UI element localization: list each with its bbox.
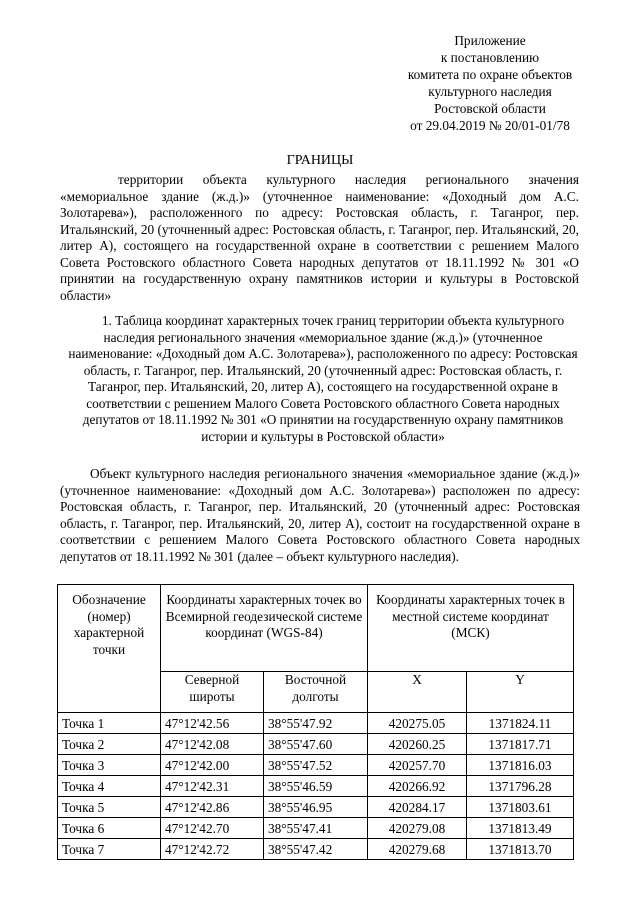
table-row bbox=[58, 755, 574, 776]
east-cell: 38°55'47.41 bbox=[264, 818, 368, 839]
x-cell: 420279.68 bbox=[368, 839, 467, 860]
appendix-line: комитета по охране объектов bbox=[407, 67, 573, 82]
point-cell: Точка 1 bbox=[58, 713, 161, 734]
north-cell: 47°12'42.72 bbox=[161, 839, 264, 860]
header-point: Обозначение (номер) характерной точки bbox=[58, 585, 161, 713]
point-cell: Точка 7 bbox=[58, 839, 161, 860]
y-cell: 1371813.70 bbox=[467, 839, 574, 860]
x-cell: 420284.17 bbox=[368, 797, 467, 818]
table-title: 1. Таблица координат характерных точек границ территории объекта культурного наследия регионального значения «мемориальное здание (ж.д.)» (уточненное наименование: «Доходный дом А.С. Золотарева»), расположенного по адресу: Ростовская область, г. Таганрог, пер. Итальянский, 20 (уточненный адрес: Ростовская область, г. Таганрог, пер. Итальянский, 20, литер А), состоящего на государственной охране в соответствии с решением Малого Совета Ростовского областного Совета народных депутатов от 18.11.1992 № 301 «О принятии на государственную охрану памятников истории и культуры в Ростовской области» bbox=[68, 313, 578, 444]
header-wgs: Координаты характерных точек во Всемирной геодезической системе координат (WGS-84) bbox=[161, 585, 368, 672]
east-cell: 38°55'46.95 bbox=[264, 797, 368, 818]
x-cell: 420266.92 bbox=[368, 776, 467, 797]
table-row bbox=[58, 797, 574, 818]
table-row bbox=[58, 818, 574, 839]
page-subtitle: территории объекта культурного наследия регионального значения «мемориальное здание (ж.д.)» (уточненное наименование: «Доходный дом А.С. Золотарева»), расположенного по адресу: Ростовская область, г. Таганрог, пер. Итальянский, 20 (уточненный адрес: Ростовская область, г. Таганрог, пер. Итальянский, 20, литер А), состоящего на государственной охране в соответствии с решением Малого Совета Ростовского областного Совета народных депутатов от 18.11.1992 № 301 «О принятии на государственную охрану памятников истории и культуры в Ростовской области» bbox=[60, 172, 579, 303]
north-cell: 47°12'42.31 bbox=[161, 776, 264, 797]
east-cell: 38°55'46.59 bbox=[264, 776, 368, 797]
y-cell: 1371813.49 bbox=[467, 818, 574, 839]
x-cell: 420257.70 bbox=[368, 755, 467, 776]
east-cell: 38°55'47.60 bbox=[264, 734, 368, 755]
y-cell: 1371817.71 bbox=[467, 734, 574, 755]
point-cell: Точка 2 bbox=[58, 734, 161, 755]
table-row bbox=[58, 839, 574, 860]
appendix-line: к постановлению bbox=[440, 50, 540, 65]
point-cell: Точка 4 bbox=[58, 776, 161, 797]
body-paragraph: Объект культурного наследия регионального значения «мемориальное здание (ж.д.)» (уточненное наименование: «Доходный дом А.С. Золотарева») расположен по адресу: Ростовская область, г. Таганрог, пер. Итальянский, 20 (уточненный адрес: Ростовская область, г. Таганрог, пер. Итальянский, 20, литер А), состоит на государственной охране в соответствии с решением Малого Совета Ростовского областного Совета народных депутатов от 18.11.1992 № 301 (далее – объект культурного наследия). bbox=[60, 466, 580, 564]
y-cell: 1371824.11 bbox=[467, 713, 574, 734]
header-east: Восточной долготы bbox=[264, 672, 368, 713]
page-title: ГРАНИЦЫ bbox=[286, 153, 354, 168]
x-cell: 420279.08 bbox=[368, 818, 467, 839]
header-x: X bbox=[368, 672, 467, 713]
table-row bbox=[58, 713, 574, 734]
north-cell: 47°12'42.00 bbox=[161, 755, 264, 776]
appendix-line: Приложение bbox=[454, 33, 526, 48]
point-cell: Точка 5 bbox=[58, 797, 161, 818]
north-cell: 47°12'42.70 bbox=[161, 818, 264, 839]
appendix-line: от 29.04.2019 № 20/01-01/78 bbox=[410, 118, 570, 133]
y-cell: 1371796.28 bbox=[467, 776, 574, 797]
x-cell: 420275.05 bbox=[368, 713, 467, 734]
table-row bbox=[58, 734, 574, 755]
appendix-line: Ростовской области bbox=[434, 101, 546, 116]
point-cell: Точка 3 bbox=[58, 755, 161, 776]
appendix-line: культурного наследия bbox=[428, 84, 552, 99]
east-cell: 38°55'47.42 bbox=[264, 839, 368, 860]
y-cell: 1371816.03 bbox=[467, 755, 574, 776]
east-cell: 38°55'47.52 bbox=[264, 755, 368, 776]
north-cell: 47°12'42.08 bbox=[161, 734, 264, 755]
coordinates-table bbox=[57, 584, 574, 860]
y-cell: 1371803.61 bbox=[467, 797, 574, 818]
point-cell: Точка 6 bbox=[58, 818, 161, 839]
header-north: Северной широты bbox=[161, 672, 264, 713]
table-row bbox=[58, 776, 574, 797]
x-cell: 420260.25 bbox=[368, 734, 467, 755]
east-cell: 38°55'47.92 bbox=[264, 713, 368, 734]
north-cell: 47°12'42.86 bbox=[161, 797, 264, 818]
header-msk: Координаты характерных точек в местной системе координат (МСК) bbox=[368, 585, 574, 672]
appendix-block bbox=[380, 33, 600, 135]
header-y: Y bbox=[467, 672, 574, 713]
north-cell: 47°12'42.56 bbox=[161, 713, 264, 734]
table-header-row bbox=[58, 585, 574, 672]
